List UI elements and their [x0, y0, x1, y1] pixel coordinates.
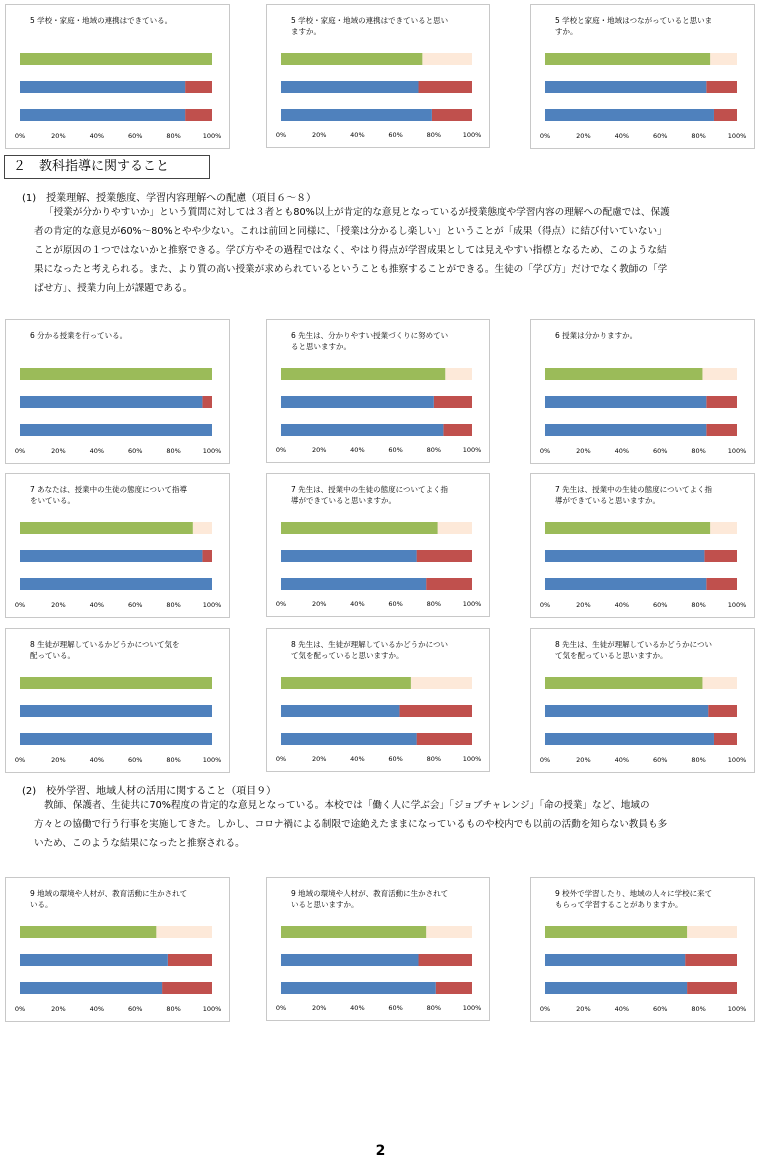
x-tick-label: 40% — [89, 447, 105, 455]
chart-plot — [531, 5, 754, 148]
x-tick-label: 60% — [388, 755, 403, 763]
bar-blue — [281, 578, 426, 590]
x-tick-label: 80% — [691, 601, 706, 609]
chart-title: 9 校外で学習したり、地域の人々に学校に来て もらって学習することがありますか。 — [555, 889, 713, 909]
bar-blue — [545, 578, 706, 590]
x-tick-label: 100% — [727, 756, 747, 764]
bar-green — [20, 926, 156, 938]
x-tick-label: 0% — [539, 132, 551, 140]
chart-title: 7 先生は、授業中の生徒の態度についてよく指 導ができていると思いますか。 — [291, 485, 449, 505]
bar-blue — [281, 424, 443, 436]
bar-blue — [545, 733, 714, 745]
chart-plot — [6, 320, 229, 463]
x-tick-label: 20% — [311, 131, 327, 139]
x-tick-label: 0% — [539, 1005, 551, 1013]
x-tick-label: 40% — [89, 132, 105, 140]
bar-green — [545, 53, 710, 65]
bar-remainder — [706, 81, 737, 93]
bar-blue — [281, 550, 417, 562]
x-tick-label: 0% — [275, 446, 287, 454]
chart-title: 5 学校と家庭・地域はつながっていると思いま すか。 — [555, 16, 713, 36]
chart-title: 6 授業は分かりますか。 — [555, 331, 638, 340]
bar-green — [281, 368, 445, 380]
x-tick-label: 100% — [462, 446, 482, 454]
x-tick-label: 0% — [14, 1005, 26, 1013]
x-tick-label: 20% — [311, 1004, 327, 1012]
x-tick-label: 60% — [652, 447, 668, 455]
x-tick-label: 100% — [202, 447, 222, 455]
bar-remainder — [432, 109, 472, 121]
chart-7-parent — [266, 473, 490, 617]
chart-plot — [267, 474, 489, 616]
bar-remainder — [202, 550, 212, 562]
x-tick-label: 0% — [14, 132, 26, 140]
bar-green — [281, 53, 422, 65]
chart-plot — [267, 5, 489, 147]
x-tick-label: 20% — [311, 446, 327, 454]
bar-blue — [281, 982, 436, 994]
bar-blue — [20, 550, 202, 562]
x-tick-label: 0% — [14, 601, 26, 609]
x-tick-label: 40% — [350, 1004, 365, 1012]
x-tick-label: 80% — [426, 446, 442, 454]
x-tick-label: 80% — [166, 447, 181, 455]
chart-6-student — [530, 319, 755, 464]
x-tick-label: 60% — [652, 1005, 668, 1013]
section-title: ２ 教科指導に関すること — [4, 155, 210, 179]
subsection-2-text — [34, 796, 754, 853]
x-tick-label: 100% — [202, 601, 222, 609]
bar-remainder — [445, 368, 472, 380]
bar-remainder — [706, 578, 737, 590]
x-tick-label: 100% — [202, 756, 222, 764]
chart-title: 8 先生は、生徒が理解しているかどうかについ て気を配っていると思いますか。 — [291, 640, 449, 660]
x-tick-label: 40% — [614, 601, 630, 609]
bar-remainder — [426, 926, 472, 938]
x-tick-label: 100% — [462, 600, 482, 608]
bar-remainder — [422, 53, 472, 65]
bar-blue — [281, 733, 417, 745]
x-tick-label: 40% — [614, 1005, 630, 1013]
chart-title: 6 分かる授業を行っている。 — [30, 331, 128, 340]
bar-remainder — [399, 705, 472, 717]
x-tick-label: 80% — [166, 756, 181, 764]
x-tick-label: 0% — [275, 1004, 287, 1012]
x-tick-label: 100% — [202, 1005, 222, 1013]
chart-9-teacher — [5, 877, 230, 1022]
x-tick-label: 0% — [539, 756, 551, 764]
x-tick-label: 20% — [576, 447, 591, 455]
bar-blue — [545, 705, 708, 717]
chart-plot — [267, 320, 489, 462]
bar-remainder — [687, 926, 737, 938]
bar-green — [20, 677, 212, 689]
x-tick-label: 20% — [51, 1005, 66, 1013]
x-tick-label: 20% — [51, 132, 66, 140]
chart-5-parent — [266, 4, 490, 148]
chart-plot — [531, 629, 754, 772]
x-tick-label: 80% — [691, 756, 706, 764]
chart-title: 7 先生は、授業中の生徒の態度についてよく指 導ができていると思いますか。 — [555, 485, 713, 505]
bar-remainder — [419, 954, 472, 966]
x-tick-label: 100% — [462, 131, 482, 139]
bar-blue — [20, 81, 185, 93]
bar-remainder — [687, 982, 737, 994]
x-tick-label: 80% — [426, 1004, 442, 1012]
chart-plot — [6, 629, 229, 772]
chart-6-parent — [266, 319, 490, 463]
x-tick-label: 80% — [166, 1005, 181, 1013]
x-tick-label: 20% — [576, 1005, 591, 1013]
text-line: いため、このような結果になったと推察される。 — [34, 838, 245, 849]
x-tick-label: 40% — [89, 1005, 105, 1013]
bar-remainder — [417, 550, 472, 562]
x-tick-label: 40% — [350, 600, 365, 608]
x-tick-label: 40% — [350, 755, 365, 763]
bar-remainder — [185, 81, 212, 93]
chart-title: 9 地域の環境や人材が、教育活動に生かされて いると思いますか。 — [291, 889, 449, 909]
bar-remainder — [710, 53, 737, 65]
bar-remainder — [411, 677, 472, 689]
chart-plot — [6, 5, 229, 148]
chart-5-student — [530, 4, 755, 149]
x-tick-label: 40% — [614, 756, 630, 764]
x-tick-label: 100% — [727, 601, 747, 609]
bar-blue — [545, 81, 706, 93]
chart-title: 9 地域の環境や人材が、教育活動に生かされて いる。 — [30, 889, 188, 909]
x-tick-label: 100% — [462, 1004, 482, 1012]
chart-plot — [531, 474, 754, 617]
x-tick-label: 60% — [127, 447, 143, 455]
page-number: 2 — [375, 1143, 386, 1159]
bar-remainder — [426, 578, 472, 590]
x-tick-label: 0% — [14, 756, 26, 764]
x-tick-label: 0% — [275, 600, 287, 608]
bar-remainder — [156, 926, 212, 938]
bar-remainder — [168, 954, 212, 966]
chart-title: 5 学校・家庭・地域の連携はできている。 — [30, 16, 173, 25]
x-tick-label: 80% — [426, 131, 442, 139]
chart-title: 8 生徒が理解しているかどうかについて気を 配っている。 — [30, 640, 180, 660]
chart-plot — [6, 878, 229, 1021]
x-tick-label: 20% — [576, 601, 591, 609]
bar-remainder — [185, 109, 212, 121]
chart-title: 6 先生は、分かりやすい授業づくりに努めてい ると思いますか。 — [291, 331, 449, 351]
bar-remainder — [685, 954, 737, 966]
bar-blue — [545, 109, 714, 121]
bar-green — [20, 368, 212, 380]
subsection-1-heading: (1) 授業理解、授業態度、学習内容理解への配慮（項目６～８） — [22, 193, 317, 204]
x-tick-label: 0% — [539, 447, 551, 455]
chart-plot — [267, 878, 489, 1020]
bar-blue — [545, 982, 687, 994]
bar-remainder — [702, 677, 737, 689]
x-tick-label: 40% — [614, 447, 630, 455]
x-tick-label: 60% — [652, 756, 668, 764]
chart-8-student — [530, 628, 755, 773]
chart-title: 8 先生は、生徒が理解しているかどうかについ て気を配っていると思いますか。 — [555, 640, 713, 660]
bar-remainder — [202, 396, 212, 408]
bar-remainder — [710, 522, 737, 534]
bar-remainder — [417, 733, 472, 745]
bar-remainder — [438, 522, 472, 534]
x-tick-label: 60% — [652, 132, 668, 140]
bar-remainder — [162, 982, 212, 994]
bar-blue — [281, 705, 399, 717]
x-tick-label: 80% — [691, 447, 706, 455]
chart-5-teacher — [5, 4, 230, 149]
x-tick-label: 40% — [614, 132, 630, 140]
bar-green — [20, 522, 193, 534]
x-tick-label: 0% — [275, 755, 287, 763]
x-tick-label: 60% — [652, 601, 668, 609]
x-tick-label: 40% — [350, 131, 365, 139]
x-tick-label: 100% — [727, 447, 747, 455]
chart-6-teacher — [5, 319, 230, 464]
x-tick-label: 100% — [727, 1005, 747, 1013]
x-tick-label: 40% — [89, 756, 105, 764]
bar-remainder — [702, 368, 737, 380]
bar-blue — [281, 396, 434, 408]
bar-remainder — [706, 424, 737, 436]
bar-remainder — [704, 550, 737, 562]
chart-plot — [531, 320, 754, 463]
bar-remainder — [436, 982, 472, 994]
bar-green — [545, 522, 710, 534]
bar-green — [20, 53, 212, 65]
bar-blue — [281, 954, 419, 966]
x-tick-label: 20% — [311, 755, 327, 763]
x-tick-label: 60% — [127, 1005, 143, 1013]
bar-blue — [545, 424, 706, 436]
chart-plot — [6, 474, 229, 617]
bar-green — [545, 677, 702, 689]
x-tick-label: 20% — [51, 447, 66, 455]
bar-blue — [20, 578, 212, 590]
x-tick-label: 100% — [462, 755, 482, 763]
bar-remainder — [708, 705, 737, 717]
text-line: 者の肯定的な意見が60%～80%とやや少ない。これは前回と同様に、「授業は分かるし楽しい」ということが「成果（得点）に結び付いていない」 — [34, 226, 667, 237]
chart-title: 5 学校・家庭・地域の連携はできていると思い ますか。 — [291, 16, 449, 36]
bar-blue — [20, 705, 212, 717]
chart-8-teacher — [5, 628, 230, 773]
bar-blue — [545, 954, 685, 966]
subsection-2-heading: (2) 校外学習、地域人材の活用に関すること（項目９） — [22, 786, 277, 797]
x-tick-label: 80% — [426, 600, 442, 608]
bar-green — [545, 926, 687, 938]
text-line: 果になったと考えられる。また、より質の高い授業が求められているということも推察することができる。生徒の「学び方」だけでなく教師の「学 — [34, 264, 668, 275]
chart-7-student — [530, 473, 755, 618]
bar-remainder — [714, 109, 737, 121]
bar-remainder — [193, 522, 212, 534]
x-tick-label: 80% — [691, 132, 706, 140]
x-tick-label: 80% — [166, 132, 181, 140]
bar-green — [281, 522, 438, 534]
x-tick-label: 60% — [388, 600, 403, 608]
text-line: 教師、保護者、生徒共に70%程度の肯定的な意見となっている。本校では「働く人に学ぶ会」「ジョブチャレンジ」「命の授業」など、地域の — [44, 800, 650, 811]
x-tick-label: 20% — [576, 756, 591, 764]
x-tick-label: 80% — [691, 1005, 706, 1013]
bar-green — [281, 926, 426, 938]
bar-remainder — [419, 81, 472, 93]
text-line: ことが原因の１つではないかと推察できる。学び方やその過程ではなく、やはり得点が学習成果としては見えやすい指標となるため、このような結 — [34, 245, 667, 256]
x-tick-label: 60% — [127, 132, 143, 140]
bar-remainder — [434, 396, 472, 408]
chart-plot — [531, 878, 754, 1021]
chart-9-parent — [266, 877, 490, 1021]
x-tick-label: 20% — [51, 756, 66, 764]
chart-title: 7 あなたは、授業中の生徒の態度について指導 をいている。 — [30, 485, 188, 505]
x-tick-label: 100% — [202, 132, 222, 140]
chart-8-parent — [266, 628, 490, 772]
subsection-1-text — [34, 203, 754, 298]
text-line: 方々との協働で行う行事を実施してきた。しかし、コロナ禍による制限で途絶えたままになっているものや校内でも以前の活動を知らない教員も多 — [34, 819, 668, 830]
x-tick-label: 20% — [576, 132, 591, 140]
x-tick-label: 40% — [350, 446, 365, 454]
x-tick-label: 0% — [14, 447, 26, 455]
bar-blue — [545, 396, 706, 408]
bar-blue — [20, 424, 212, 436]
x-tick-label: 40% — [89, 601, 105, 609]
bar-green — [281, 677, 411, 689]
x-tick-label: 20% — [311, 600, 327, 608]
bar-remainder — [443, 424, 472, 436]
bar-remainder — [714, 733, 737, 745]
x-tick-label: 60% — [388, 131, 403, 139]
text-line: 「授業が分かりやすいか」という質問に対しては３者とも80%以上が肯定的な意見となっているが授業態度や学習内容の理解への配慮では、保護 — [44, 207, 670, 218]
text-line: ばせ方」、授業力向上が課題である。 — [34, 283, 193, 294]
x-tick-label: 20% — [51, 601, 66, 609]
chart-9-student — [530, 877, 755, 1022]
bar-blue — [20, 954, 168, 966]
bar-green — [545, 368, 702, 380]
bar-blue — [20, 982, 162, 994]
x-tick-label: 60% — [127, 601, 143, 609]
chart-plot — [267, 629, 489, 771]
bar-remainder — [706, 396, 737, 408]
bar-blue — [545, 550, 704, 562]
x-tick-label: 80% — [426, 755, 442, 763]
bar-blue — [20, 396, 202, 408]
x-tick-label: 60% — [388, 1004, 403, 1012]
bar-blue — [20, 109, 185, 121]
chart-7-teacher — [5, 473, 230, 618]
x-tick-label: 0% — [539, 601, 551, 609]
bar-blue — [20, 733, 212, 745]
bar-blue — [281, 81, 419, 93]
x-tick-label: 60% — [388, 446, 403, 454]
x-tick-label: 60% — [127, 756, 143, 764]
x-tick-label: 80% — [166, 601, 181, 609]
bar-blue — [281, 109, 432, 121]
x-tick-label: 0% — [275, 131, 287, 139]
x-tick-label: 100% — [727, 132, 747, 140]
